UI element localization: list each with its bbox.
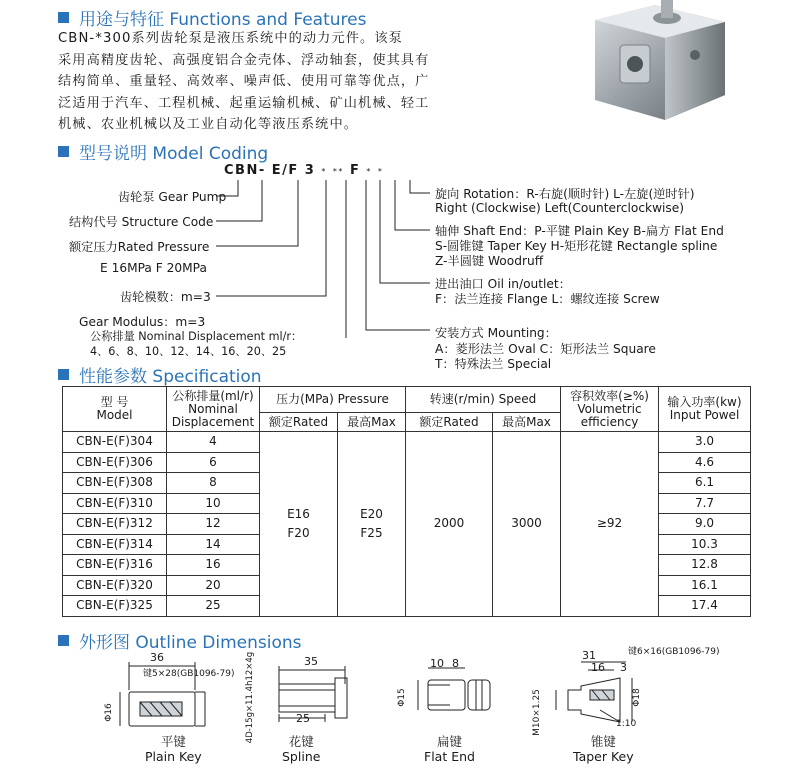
- cell-power: 10.3: [659, 534, 751, 555]
- th-line: 容积效率(≥%): [570, 388, 649, 403]
- cell-displacement: 6: [167, 452, 260, 473]
- code-star: **: [332, 167, 344, 176]
- code-star: *: [321, 167, 327, 176]
- cell-pressure-rated: [260, 432, 338, 617]
- th-line: Input Powel: [669, 408, 740, 422]
- flat-end-drawing: [418, 668, 490, 710]
- outline-drawings: [0, 648, 806, 770]
- code-shaft-3: Z-半圆键 Woodruff: [435, 254, 544, 268]
- th-displacement: [167, 387, 260, 432]
- th-efficiency: [561, 387, 659, 432]
- label-flat-end: [424, 734, 475, 764]
- th-line: Model: [96, 408, 133, 422]
- th-line: Nominal: [188, 401, 238, 416]
- cell-power: 12.8: [659, 555, 751, 576]
- th-pressure-rated: 额定Rated: [260, 413, 338, 432]
- spec-table: [62, 386, 751, 617]
- cell-power: 7.7: [659, 493, 751, 514]
- cell-model: CBN-E(F)325: [63, 596, 167, 617]
- intro-line: 采用高精度齿轮、高强度铝合金壳体、浮动轴套，使其具有: [58, 52, 430, 68]
- cell-power: 16.1: [659, 575, 751, 596]
- code-structure: 结构代号 Structure Code: [69, 215, 214, 229]
- code-star: *: [366, 167, 372, 176]
- cell-model: CBN-E(F)308: [63, 473, 167, 494]
- cell-displacement: 4: [167, 432, 260, 453]
- th-speed-rated: 额定Rated: [406, 413, 493, 432]
- cell-displacement: 14: [167, 534, 260, 555]
- cell-model: CBN-E(F)320: [63, 575, 167, 596]
- cell-model: CBN-E(F)314: [63, 534, 167, 555]
- code-mounting-2: A：菱形法兰 Oval C：矩形法兰 Square: [435, 342, 656, 356]
- cell-line: F25: [360, 525, 383, 540]
- th-line: efficiency: [580, 414, 639, 429]
- dim-8: 8: [452, 657, 459, 670]
- table-row: [63, 432, 751, 453]
- cell-line: E16: [287, 506, 310, 521]
- dim-10: 10: [430, 657, 444, 670]
- intro-line: CBN-*300系列齿轮泵是液压系统中的动力元件。该泵: [58, 31, 403, 46]
- cell-power: 17.4: [659, 596, 751, 617]
- code-f: F: [349, 163, 361, 178]
- section-title: 性能参数 Specification: [79, 367, 262, 387]
- section-square-icon: [58, 369, 69, 380]
- th-power: [659, 387, 751, 432]
- cell-efficiency: ≥92: [561, 432, 659, 617]
- label-cn: 扁键: [436, 734, 462, 749]
- cell-power: 9.0: [659, 514, 751, 535]
- dim-phi18: Φ18: [631, 688, 642, 707]
- cell-model: CBN-E(F)306: [63, 452, 167, 473]
- th-model: [63, 387, 167, 432]
- th-speed: 转速(r/min) Speed: [406, 387, 561, 413]
- dim-m10: M10×1.25: [531, 689, 542, 736]
- th-line: 型 号: [100, 395, 129, 409]
- cell-power: 6.1: [659, 473, 751, 494]
- label-en: Plain Key: [145, 749, 202, 764]
- dim-taper-key: 键6×16(GB1096-79): [628, 647, 720, 657]
- cell-model: CBN-E(F)312: [63, 514, 167, 535]
- dim-25: 25: [296, 712, 310, 725]
- spline-drawing: [279, 666, 347, 722]
- cell-model: CBN-E(F)316: [63, 555, 167, 576]
- section-title: 外形图 Outline Dimensions: [79, 633, 302, 653]
- code-displacement-title: 公称排量 Nominal Displacement ml/r：: [90, 330, 303, 343]
- th-pressure: 压力(MPa) Pressure: [260, 387, 406, 413]
- code-mounting-3: T：特殊法兰 Special: [435, 357, 552, 371]
- code-shaft-2: S-圆锥键 Taper Key H-矩形花键 Rectangle spline: [435, 239, 718, 253]
- label-plain-key: [145, 734, 202, 764]
- dim-36: 36: [150, 651, 164, 664]
- label-cn: 花键: [288, 734, 314, 749]
- cell-line: E20: [360, 506, 383, 521]
- code-module-en: Gear Modulus：m=3: [79, 315, 206, 329]
- cell-displacement: 8: [167, 473, 260, 494]
- th-speed-max: 最高Max: [493, 413, 561, 432]
- label-en: Taper Key: [573, 749, 634, 764]
- cell-model: CBN-E(F)310: [63, 493, 167, 514]
- cell-power: 3.0: [659, 432, 751, 453]
- code-displacement-values: 4、6、8、10、12、14、16、20、25: [90, 345, 287, 358]
- dim-3: 3: [620, 661, 627, 674]
- code-module-cn: 齿轮模数：m=3: [120, 290, 211, 304]
- code-rotation-en: Right (Clockwise) Left(Counterclockwise): [435, 201, 685, 215]
- label-cn: 锥键: [590, 734, 616, 749]
- cell-pressure-max: [338, 432, 406, 617]
- dim-phi16: Φ16: [103, 703, 114, 722]
- label-cn: 平键: [160, 734, 186, 749]
- cell-displacement: 25: [167, 596, 260, 617]
- code-gear-pump: 齿轮泵 Gear Pump: [118, 190, 227, 204]
- section-title: 型号说明 Model Coding: [79, 144, 269, 164]
- section-heading-spec: [58, 362, 262, 387]
- label-en: Spline: [282, 749, 321, 764]
- intro-line: 结构简单、重量轻、高效率、噪声低、使用可靠等优点，广: [58, 74, 430, 89]
- code-rotation: 旋向 Rotation：R-右旋(顺时针) L-左旋(逆时针): [435, 187, 695, 201]
- dim-spline-spec: 4D-15g×11.4h12×4g: [245, 651, 256, 744]
- dim-ratio: 1:10: [616, 719, 637, 729]
- cell-displacement: 10: [167, 493, 260, 514]
- cell-displacement: 20: [167, 575, 260, 596]
- th-line: 公称排量(ml/r): [172, 388, 254, 403]
- code-pressure-values: E 16MPa F 20MPa: [100, 261, 207, 275]
- cell-line: F20: [287, 525, 310, 540]
- section-title: 用途与特征 Functions and Features: [79, 10, 367, 30]
- intro-line: 泛适用于汽车、工程机械、起重运输机械、矿山机械、轻工: [58, 95, 430, 111]
- dim-35: 35: [304, 655, 318, 668]
- code-mounting: 安装方式 Mounting：: [435, 326, 557, 340]
- code-star: *: [377, 167, 384, 176]
- label-taper-key: [573, 734, 634, 764]
- th-pressure-max: 最高Max: [338, 413, 406, 432]
- section-square-icon: [58, 635, 69, 646]
- th-line: Volumetric: [577, 401, 642, 416]
- intro-line: 机械、农业机械以及工业自动化等液压系统中。: [58, 117, 359, 132]
- cell-model: CBN-E(F)304: [63, 432, 167, 453]
- code-shaft: 轴伸 Shaft End：P-平键 Plain Key B-扁方 Flat End: [435, 224, 724, 238]
- label-spline: [282, 734, 320, 764]
- th-line: 输入功率(kw): [667, 395, 742, 409]
- code-port: 进出油口 Oil in/outlet：: [435, 277, 571, 291]
- cell-power: 4.6: [659, 452, 751, 473]
- cell-displacement: 12: [167, 514, 260, 535]
- cell-speed-max: 3000: [493, 432, 561, 617]
- dim-16: 16: [591, 661, 605, 674]
- dim-31: 31: [582, 649, 596, 662]
- code-main: CBN- E/F 3: [224, 163, 316, 178]
- dim-plain-key: 键5×28(GB1096-79): [143, 669, 235, 679]
- code-rated-pressure: 额定压力Rated Pressure: [69, 240, 210, 254]
- cell-speed-rated: 2000: [406, 432, 493, 617]
- label-en: Flat End: [424, 749, 475, 764]
- th-line: Displacement: [171, 414, 255, 429]
- dim-phi15: Φ15: [396, 688, 407, 707]
- code-port-2: F：法兰连接 Flange L：螺纹连接 Screw: [435, 292, 660, 306]
- cell-displacement: 16: [167, 555, 260, 576]
